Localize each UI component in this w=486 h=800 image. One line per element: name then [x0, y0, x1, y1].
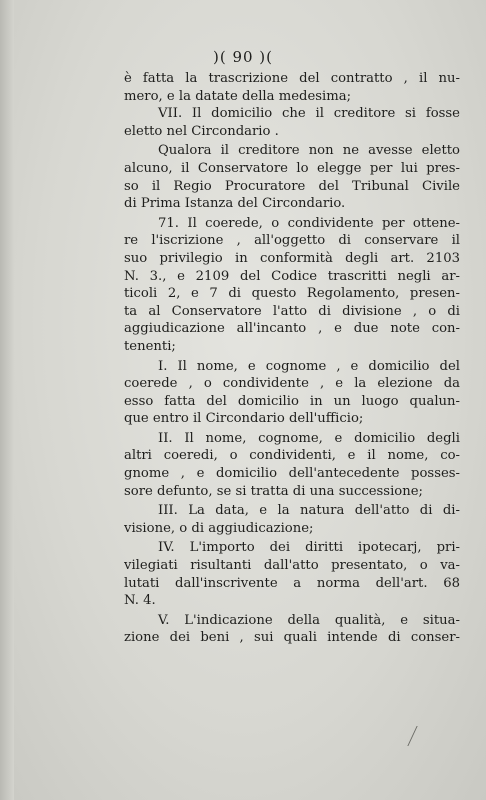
text-line: N. 3., e 2109 del Codice trascritti negli ar- — [124, 268, 460, 284]
text-line: so il Regio Procuratore del Tribunal Civile — [124, 178, 460, 194]
text-line: mero, e la datate della medesima; — [124, 88, 352, 104]
text-line: aggiudicazione all'incanto , e due note con- — [124, 321, 460, 337]
text-line: V. L'indicazione della qualità, e situa- — [158, 612, 460, 628]
text-line: esso fatta del domicilio in un luogo qualun- — [124, 393, 460, 409]
text-line: III. La data, e la natura dell'atto di di- — [158, 503, 460, 519]
text-line: II. Il nome, cognome, e domicilio degli — [158, 430, 460, 446]
text-line: ticoli 2, e 7 di questo Regolamento, presen- — [124, 286, 460, 302]
text-line: sore defunto, se si tratta di una successione; — [124, 483, 423, 499]
text-line: Qualora il creditore non ne avesse eletto — [158, 143, 460, 159]
text-line: tenenti; — [124, 338, 176, 354]
text-line: ta al Conservatore l'atto di divisione , o di — [124, 303, 460, 319]
page-edge — [0, 0, 14, 800]
text-line: altri coeredi, o condividenti, e il nome, co- — [124, 448, 460, 464]
page-number-header: )( 90 )( — [212, 48, 274, 66]
text-line: alcuno, il Conservatore lo elegge per lui pres- — [124, 160, 460, 176]
text-line: IV. L'importo dei diritti ipotecarj, pri- — [158, 540, 460, 556]
text-line: que entro il Circondario dell'ufficio; — [124, 411, 364, 427]
text-line: coerede , o condividente , e la elezione da — [124, 376, 460, 392]
text-line: è fatta la trascrizione del contratto , il nu- — [124, 71, 460, 86]
text-line: I. Il nome, e cognome , e domicilio del — [158, 358, 460, 374]
text-line: N. 4. — [124, 593, 156, 609]
text-line: re l'iscrizione , all'oggetto di conservare il — [124, 233, 460, 249]
text-line: 71. Il coerede, o condividente per ottene- — [158, 215, 460, 231]
text-line: VII. Il domicilio che il creditore si fosse — [158, 106, 460, 122]
text-line: visione, o di aggiudicazione; — [124, 520, 314, 536]
pencil-mark — [407, 726, 427, 746]
text-line: eletto nel Circondario . — [124, 123, 279, 139]
text-line: zione dei beni , sui quali intende di conser- — [124, 630, 460, 646]
body-text — [124, 70, 460, 647]
text-line: vilegiati risultanti dall'atto presentato, o va- — [124, 558, 460, 574]
text-line: suo privilegio in conformità degli art. 2103 — [124, 250, 460, 266]
text-line: di Prima Istanza del Circondario. — [124, 196, 346, 212]
text-line: gnome , e domicilio dell'antecedente posses- — [124, 466, 460, 482]
text-line: lutati dall'inscrivente a norma dell'art. 68 — [124, 575, 460, 591]
